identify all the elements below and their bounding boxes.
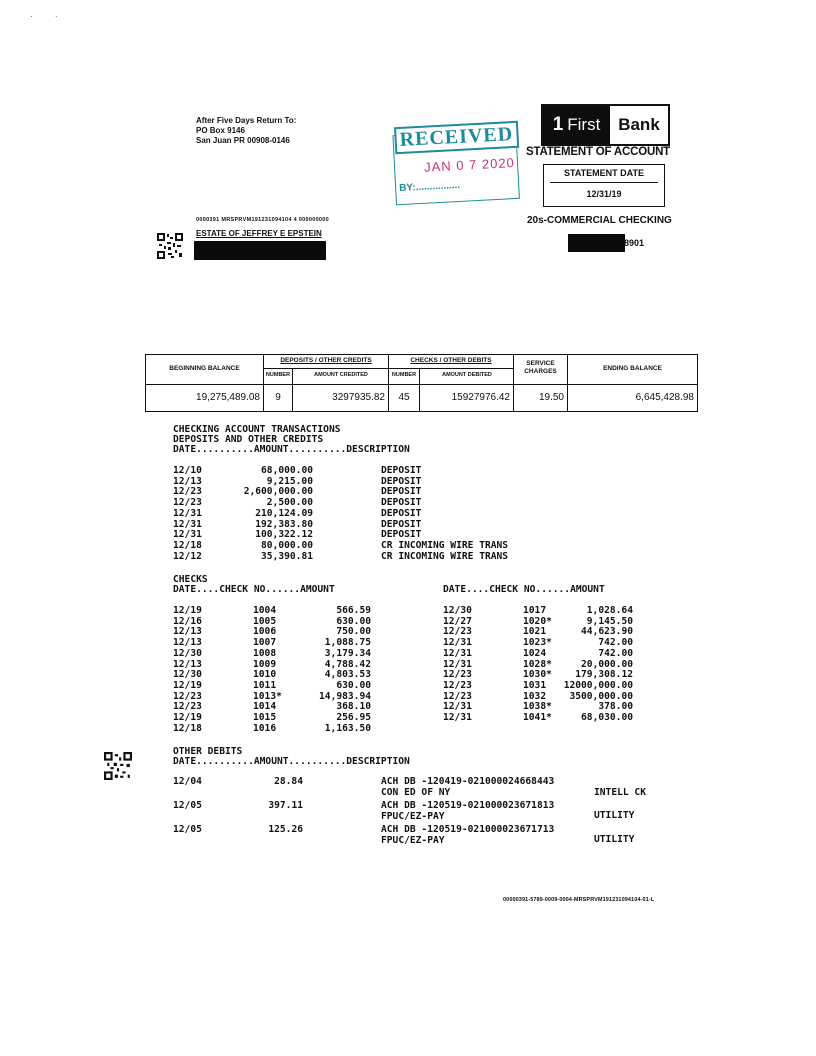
check-number: 1024 <box>523 647 547 659</box>
footer-document-code: 00000391-5789-0009-0004-MRSPRVM191231094104-01-L <box>503 897 655 903</box>
deposit-description: DEPOSIT <box>381 507 422 519</box>
deposit-amount: 68,000.00 <box>261 465 313 476</box>
deposits-section-title: DEPOSITS AND OTHER CREDITS <box>173 434 324 445</box>
statement-date-label: STATEMENT DATE <box>550 165 658 183</box>
deposit-count-value: 9 <box>275 392 281 403</box>
account-type: 20s-COMMERCIAL CHECKING <box>527 215 672 226</box>
return-address-line-1: After Five Days Return To: <box>196 116 297 125</box>
deposits-amount-header: AMOUNT CREDITED <box>314 372 368 378</box>
check-amount: 44,623.90 <box>581 626 633 638</box>
deposit-description: DEPOSIT <box>381 486 422 498</box>
check-amount: 4,803.53 <box>324 669 371 681</box>
check-date: 12/23 <box>443 679 472 691</box>
check-date: 12/23 <box>443 669 472 681</box>
barcode-line: 0000391 MRSPRVM191231094104 4 000000000 <box>196 217 330 223</box>
deposit-amount: 2,500.00 <box>266 497 313 509</box>
debit-payee: FPUC/EZ-PAY <box>381 811 445 822</box>
deposit-amount: 192,383.80 <box>255 518 313 530</box>
transactions-title: CHECKING ACCOUNT TRANSACTIONS <box>173 424 341 435</box>
debit-tag: INTELL CK <box>594 787 646 798</box>
deposit-date: 12/31 <box>173 529 202 541</box>
check-amount: 3,179.34 <box>324 647 371 659</box>
account-holder-name: ESTATE OF JEFFREY E EPSTEIN <box>196 229 322 238</box>
deposits-column-header: DATE..........AMOUNT..........DESCRIPTION <box>173 444 410 455</box>
check-amount: 630.00 <box>336 679 371 691</box>
return-address <box>196 116 296 146</box>
deposit-date: 12/23 <box>173 497 202 509</box>
ending-balance-value: 6,645,428.98 <box>635 392 694 403</box>
received-stamp <box>392 121 522 207</box>
deposit-description: CR INCOMING WIRE TRANS <box>381 550 509 562</box>
check-date: 12/13 <box>173 658 202 670</box>
check-date: 12/16 <box>173 615 202 627</box>
checks-section-title: CHECKS <box>173 574 208 585</box>
checks-amount-header: AMOUNT DEBITED <box>442 372 492 378</box>
check-date: 12/19 <box>173 605 202 616</box>
check-number: 1010 <box>253 669 277 681</box>
check-date: 12/27 <box>443 615 472 627</box>
check-date: 12/31 <box>443 637 472 649</box>
stamp-word: RECEIVED <box>394 121 519 154</box>
stamp-date: JAN 0 7 2020 <box>423 154 516 175</box>
ending-balance-header: ENDING BALANCE <box>603 365 662 372</box>
bank-logo-first-text: First <box>567 115 601 134</box>
check-date: 12/31 <box>443 712 472 723</box>
statement-date-value: 12/31/19 <box>586 189 622 199</box>
check-number: 1011 <box>253 679 277 691</box>
check-amount: 179,308.12 <box>575 669 633 681</box>
check-date: 12/31 <box>443 658 472 670</box>
check-amount: 4,788.42 <box>324 658 371 670</box>
check-date: 12/30 <box>173 669 202 681</box>
address-redaction <box>194 241 326 260</box>
check-amount: 9,145.50 <box>586 615 633 627</box>
deposit-amount: 35,390.81 <box>261 550 313 562</box>
check-amount: 750.00 <box>336 626 371 638</box>
deposit-description: DEPOSIT <box>381 475 422 487</box>
debit-date: 12/05 <box>173 800 202 811</box>
check-number: 1038* <box>523 701 552 713</box>
other-debits-title: OTHER DEBITS <box>173 746 243 757</box>
check-number: 1014 <box>253 701 277 713</box>
debit-payee: FPUC/EZ-PAY <box>381 835 445 846</box>
check-date: 12/23 <box>443 626 472 638</box>
service-charges-column <box>514 355 568 411</box>
deposit-date: 12/12 <box>173 550 202 562</box>
deposits-column-group <box>264 355 389 411</box>
deposit-amount-value: 3297935.82 <box>332 392 385 403</box>
deposit-amount: 2,600,000.00 <box>243 486 313 498</box>
debit-payee: CON ED OF NY <box>381 787 451 798</box>
debit-date: 12/04 <box>173 776 202 787</box>
check-number: 1023* <box>523 637 552 649</box>
return-address-line-2: PO Box 9146 <box>196 126 245 135</box>
bank-logo-first <box>543 106 610 144</box>
checks-right-header: DATE....CHECK NO......AMOUNT <box>443 584 605 595</box>
check-date: 12/13 <box>173 626 202 638</box>
account-summary-table <box>145 354 698 412</box>
deposit-date: 12/23 <box>173 486 202 498</box>
deposits-header: DEPOSITS / OTHER CREDITS <box>280 357 372 364</box>
check-amount: 20,000.00 <box>581 658 633 670</box>
check-date: 12/18 <box>173 722 202 734</box>
check-amount: 68,030.00 <box>581 712 633 723</box>
service-charges-header: SERVICE CHARGES <box>524 360 557 375</box>
check-number: 1028* <box>523 658 552 670</box>
debit-description: ACH DB -120419-021000024668443 <box>381 776 555 787</box>
check-number: 1015 <box>253 712 277 723</box>
scan-specks: · · <box>30 12 58 21</box>
check-amount: 378.00 <box>598 701 633 713</box>
check-date: 12/31 <box>443 647 472 659</box>
account-number-redaction <box>568 234 625 252</box>
check-date: 12/30 <box>173 647 202 659</box>
qr-code-icon <box>104 752 132 780</box>
check-number: 1008 <box>253 647 277 659</box>
check-number: 1016 <box>253 722 277 734</box>
checks-left-header: DATE....CHECK NO......AMOUNT <box>173 584 335 595</box>
deposit-date: 12/31 <box>173 518 202 530</box>
deposit-description: CR INCOMING WIRE TRANS <box>381 539 509 551</box>
deposit-amount: 80,000.00 <box>261 539 313 551</box>
check-number: 1021 <box>523 626 547 638</box>
check-date: 12/30 <box>443 605 472 616</box>
check-number: 1030* <box>523 669 552 681</box>
debit-description: ACH DB -120519-021000023671713 <box>381 824 555 835</box>
check-number: 1017 <box>523 605 547 616</box>
account-number-suffix: 8901 <box>624 238 645 248</box>
beginning-balance-value: 19,275,489.08 <box>196 392 260 403</box>
check-count-value: 45 <box>398 392 410 403</box>
check-amount: 630.00 <box>336 615 371 627</box>
deposit-description: DEPOSIT <box>381 518 422 530</box>
statement-title: STATEMENT OF ACCOUNT <box>526 146 670 158</box>
check-number: 1007 <box>253 637 277 649</box>
bank-logo-number: 1 <box>552 114 564 135</box>
check-date: 12/19 <box>173 679 202 691</box>
checks-header: CHECKS / OTHER DEBITS <box>410 357 492 364</box>
deposit-description: DEPOSIT <box>381 529 422 541</box>
beginning-balance-column <box>146 355 264 411</box>
deposit-amount: 9,215.00 <box>266 475 313 487</box>
statement-date-box <box>543 164 665 207</box>
check-number: 1013* <box>253 690 282 702</box>
check-date: 12/13 <box>173 637 202 649</box>
other-debits-column-header: DATE..........AMOUNT..........DESCRIPTION <box>173 756 410 767</box>
checks-number-header: NUMBER <box>391 372 417 378</box>
service-charges-value: 19.50 <box>538 392 564 403</box>
check-number: 1006 <box>253 626 277 638</box>
debit-amount: 397.11 <box>268 800 303 811</box>
deposit-amount: 210,124.09 <box>255 507 313 519</box>
check-amount: 566.59 <box>336 605 371 616</box>
check-date: 12/23 <box>173 690 202 702</box>
debit-tag: UTILITY <box>594 810 635 821</box>
check-date: 12/19 <box>173 712 202 723</box>
deposit-description: DEPOSIT <box>381 497 422 509</box>
check-amount: 14,983.94 <box>319 690 371 702</box>
beginning-balance-header: BEGINNING BALANCE <box>169 365 240 372</box>
deposit-amount: 100,322.12 <box>255 529 313 541</box>
check-amount: 256.95 <box>336 712 371 723</box>
check-amount: 3500,000.00 <box>569 690 633 702</box>
check-amount: 1,088.75 <box>324 637 371 649</box>
debit-tag: UTILITY <box>594 834 635 845</box>
bank-logo <box>541 104 670 146</box>
check-number: 1009 <box>253 658 277 670</box>
check-number: 1041* <box>523 712 552 723</box>
check-amount: 12000,000.00 <box>563 679 633 691</box>
check-number: 1031 <box>523 679 547 691</box>
deposits-number-header: NUMBER <box>265 372 291 378</box>
deposit-description: DEPOSIT <box>381 465 422 476</box>
debit-description: ACH DB -120519-021000023671813 <box>381 800 555 811</box>
check-number: 1032 <box>523 690 547 702</box>
debit-amount: 28.84 <box>274 776 303 787</box>
stamp-by-line: BY:................ <box>398 179 461 195</box>
check-amount: 368.10 <box>336 701 371 713</box>
return-address-line-3: San Juan PR 00908-0146 <box>196 136 290 145</box>
check-amount: 742.00 <box>598 647 633 659</box>
ending-balance-column <box>568 355 697 411</box>
check-number: 1005 <box>253 615 277 627</box>
check-number: 1020* <box>523 615 552 627</box>
check-amount: 742.00 <box>598 637 633 649</box>
deposit-date: 12/13 <box>173 475 202 487</box>
debit-amount: 125.26 <box>268 824 303 835</box>
deposit-date: 12/10 <box>173 465 202 476</box>
check-amount: 1,163.50 <box>324 722 371 734</box>
deposit-date: 12/18 <box>173 539 202 551</box>
check-amount-value: 15927976.42 <box>451 392 510 403</box>
check-number: 1004 <box>253 605 277 616</box>
deposit-date: 12/31 <box>173 507 202 519</box>
check-amount: 1,028.64 <box>586 605 633 616</box>
qr-code-icon <box>157 233 183 259</box>
check-date: 12/23 <box>443 690 472 702</box>
checks-column-group <box>389 355 514 411</box>
bank-logo-bank-text: Bank <box>618 115 660 134</box>
debit-date: 12/05 <box>173 824 202 835</box>
check-date: 12/23 <box>173 701 202 713</box>
check-date: 12/31 <box>443 701 472 713</box>
